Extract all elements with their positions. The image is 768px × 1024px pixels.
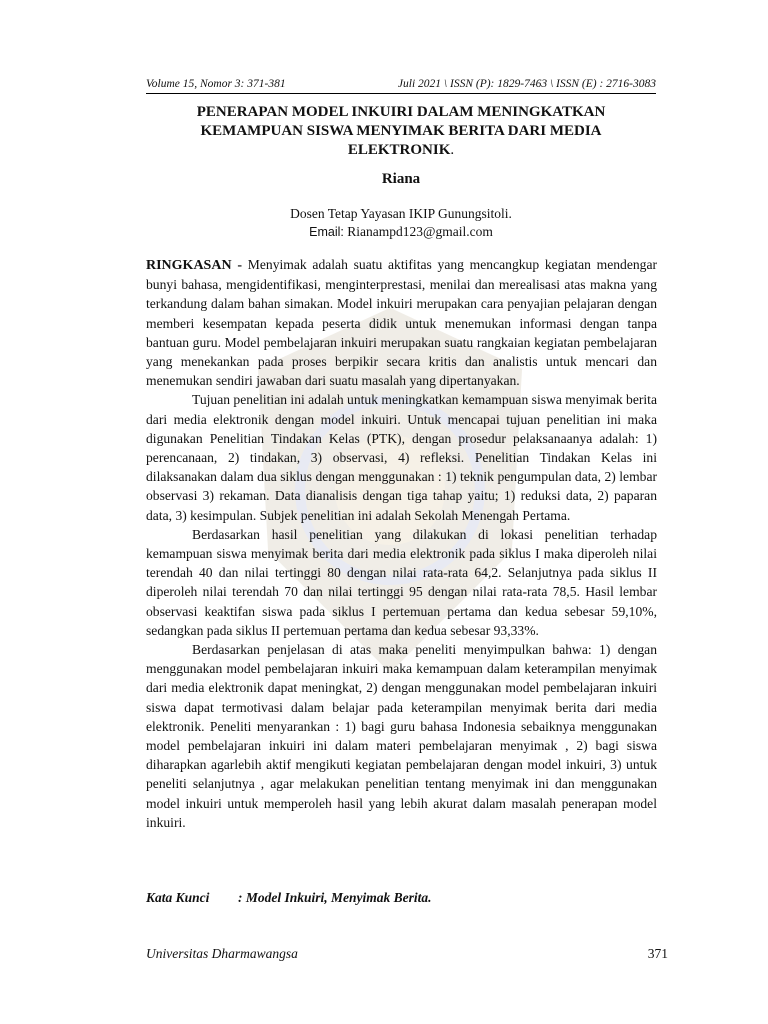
title-line-2: KEMAMPUAN SISWA MENYIMAK BERITA DARI MEDIA [200,123,602,139]
title-line-3: ELEKTRONIK. [347,142,455,158]
footer-university: Universitas Dharmawangsa [146,946,298,961]
header-issn: Juli 2021 \ ISSN (P): 1829-7463 \ ISSN (E) : 2716-3083 [397,78,656,90]
author-name: Riana [381,171,421,187]
keywords-value: : Model Inkuiri, Menyimak Berita. [238,890,432,905]
email-address: Rianampd123@gmail.com [347,224,493,239]
page-number: 371 [647,946,668,961]
affiliation-text: Dosen Tetap Yayasan IKIP Gunungsitoli. [290,206,512,221]
abstract [146,255,657,832]
abstract-paragraph-4: Berdasarkan penjelasan di atas maka peneliti menyimpulkan bahwa: 1) dengan menggunakan model pembelajaran inkuiri maka kemampuan dalam keterampilan menyimak dari media elektronik dapat meningkat, 2) dengan menggunakan model pembelajaran inkuiri siswa dapat termotivasi dalam belajar pada keterampilan menyimak berita dari media elektronik. Peneliti menyarankan : 1) bagi guru bahasa Indonesia sebaiknya menggunakan model pembelajaran inkuiri ini dalam materi pembelajaran menyimak , 2) bagi siswa diharapkan agarlebih aktif mengikuti kegiatan pembelajaran dengan model inkuiri, 3) untuk peneliti selanjutnya , agar melakukan penelitian tentang menyimak ini dan menggunakan model inkuiri untuk memperoleh hasil yang lebih akurat dalam masalah penerapan model inkuiri. [146,642,657,830]
header-volume: Volume 15, Nomor 3: 371-381 [146,78,286,90]
page-footer [146,946,668,962]
author-affiliation [146,205,656,241]
keywords [146,890,656,906]
abstract-paragraph-1: RINGKASAN - Menyimak adalah suatu aktifitas yang mencangkup kegiatan mendengar bunyi bahasa, mengidentifikasi, menginterprestasi, menilai dan merealisasi atas makna yang terkandung dalam bahan simakan. Model inkuiri merupakan cara penyajian pelajaran dengan memberi kesempatan kepada peserta didik untuk menemukan informasi dengan tanpa bantuan guru. Model pembelajaran inkuiri merupakan suatu rangkaian kegiatan pembelajaran yang menekankan pada proses berpikir secara kritis dan analistis untuk mencari dan menemukan sendiri jawaban dari suatu masalah yang dipertanyakan. [146,257,658,389]
email-line [146,223,656,241]
keywords-label: Kata Kunci [146,890,210,905]
email-label: Email: [309,225,344,239]
paper-title [146,103,656,160]
abstract-paragraph-3: Berdasarkan hasil penelitian yang dilakukan di lokasi penelitian terhadap kemampuan siswa menyimak berita dari media elektronik pada siklus I maka diperoleh nilai terendah 40 dan nilai tertinggi 80 dengan nilai rata-rata 64,2. Selanjutnya pada siklus II diperoleh nilai terendah 70 dan nilai tertinggi 95 dengan nilai rata-rata 78,5. Hasil lembar observasi keaktifan siswa pada siklus I pertemuan pertama dan kedua sebesar 59,10%, sedangkan pada siklus II pertemuan pertama dan kedua sebesar 93,33%. [146,526,657,638]
title-line-1: PENERAPAN MODEL INKUIRI DALAM MENINGKATKAN [196,104,606,120]
abstract-lead: RINGKASAN - [146,258,243,273]
journal-header [146,78,656,94]
abstract-paragraph-2: Tujuan penelitian ini adalah untuk meningkatkan kemampuan siswa menyimak berita dari media elektronik dengan model inkuiri. Untuk mencapai tujuan penelitian ini maka digunakan Penelitian Tindakan Kelas (PTK), dengan prosedur pelaksanaanya adalah: 1) perencanaan, 2) tindakan, 3) observasi, 4) refleksi. Penelitian Tindakan Kelas ini dilaksanakan dalam dua siklus dengan menggunakan : 1) teknik pengumpulan data, 2) lembar observasi 3) rekaman. Data dianalisis dengan tiga tahap yaitu; 1) reduksi data, 2) paparan data, 3) kesimpulan. Subjek penelitian ini adalah Sekolah Menengah Pertama. [146,392,657,523]
